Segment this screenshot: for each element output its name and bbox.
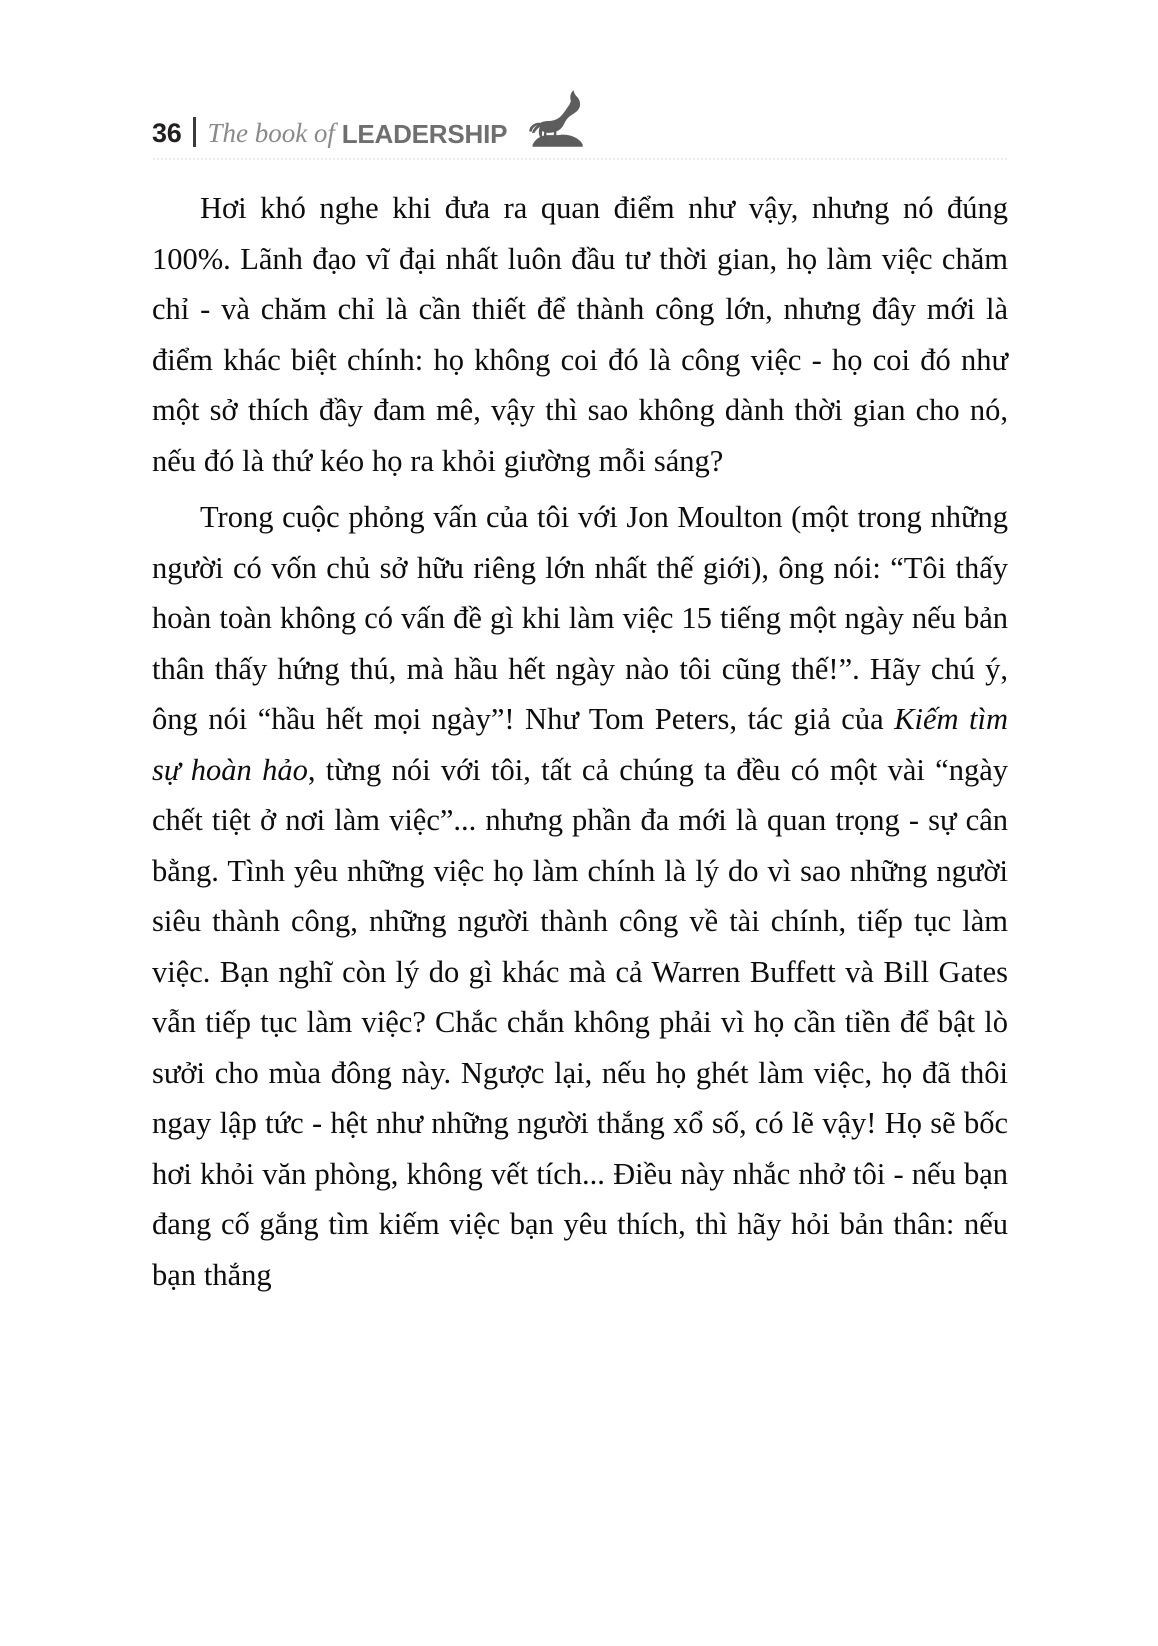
paragraph-1: Hơi khó nghe khi đưa ra quan điểm như vậy, nhưng nó đúng 100%. Lãnh đạo vĩ đại nhất luôn đầu tư thời gian, họ làm việc chăm chỉ - và chăm chỉ là cần thiết để thành công lớn, nhưng đây mới là điểm khác biệt chính: họ không coi đó là công việc - họ coi đó như một sở thích đầy đam mê, vậy thì sao không dành thời gian cho nó, nếu đó là thứ kéo họ ra khỏi giường mỗi sáng? [152, 191, 1008, 478]
paragraph-2-text-before-title: Trong cuộc phỏng vấn của tôi với Jon Moulton (một trong những người có vốn chủ sở hữu riêng lớn nhất thế giới), ông nói: “Tôi thấy hoàn toàn không có vấn đề gì khi làm việc 15 tiếng một ngày nếu bản thân thấy hứng thú, mà hầu hết ngày nào tôi cũng thế!”. Hãy chú ý, ông nói “hầu hết mọi ngày”! Như Tom Peters, tác giả của [152, 500, 1008, 736]
header-title-bold: LEADERSHIP [341, 119, 508, 149]
page-number: 36 [152, 118, 182, 148]
header-divider-rule [193, 117, 196, 147]
header-title-italic: The book of [207, 118, 342, 148]
running-header [152, 78, 1006, 150]
paragraph-2 [152, 492, 1008, 1300]
howling-wolf-logo-icon [521, 84, 589, 150]
cited-book-title: Kiếm tìm sự hoàn hảo [152, 702, 1008, 787]
paragraph-2-text-after-title: , từng nói với tôi, tất cả chúng ta đều có một vài “ngày chết tiệt ở nơi làm việc”... nhưng phần đa mới là quan trọng - sự cân bằng. Tình yêu những việc họ làm chính là lý do vì sao những người siêu thành công, những người thành công về tài chính, tiếp tục làm việc. Bạn nghĩ còn lý do gì khác mà cả Warren Buffett và Bill Gates vẫn tiếp tục làm việc? Chắc chắn không phải vì họ cần tiền để bật lò sưởi cho mùa đông này. Ngược lại, nếu họ ghét làm việc, họ đã thôi ngay lập tức - hệt như những người thắng xổ số, có lẽ vậy! Họ sẽ bốc hơi khỏi văn phòng, không vết tích... Điều này nhắc nhở tôi - nếu bạn đang cố gắng tìm kiếm việc bạn yêu thích, thì hãy hỏi bản thân: nếu bạn thắng [152, 752, 1008, 1292]
header-separator-line [152, 158, 1008, 160]
page-body [152, 183, 1008, 1300]
